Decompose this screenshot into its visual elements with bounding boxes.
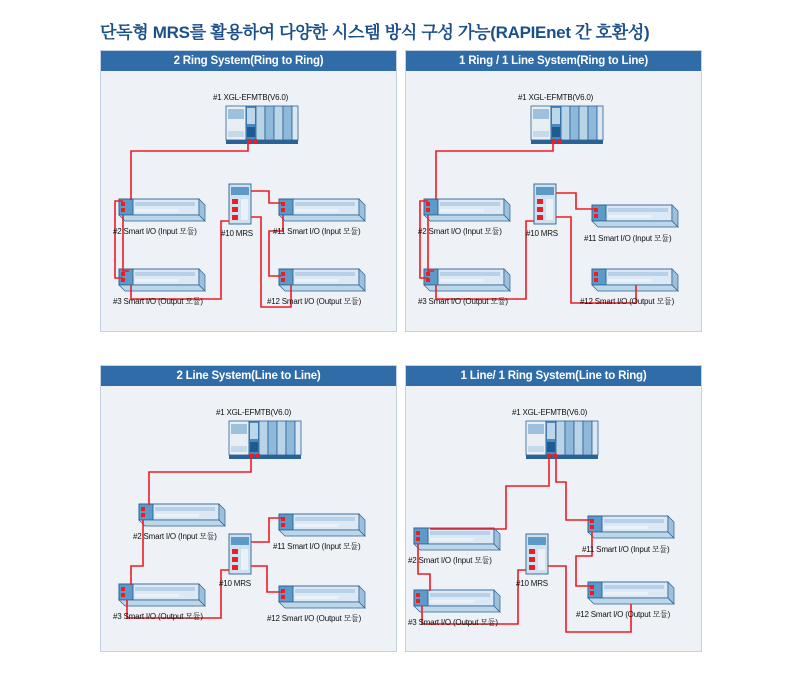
smart-io-2-device-icon	[139, 504, 225, 526]
smart-io-2-label: #2 Smart I/O (Input 모듈)	[113, 227, 197, 236]
smart-io-12-label: #12 Smart I/O (Output 모듈)	[267, 297, 362, 306]
smart-io-11-device-icon	[592, 205, 678, 227]
panel-body	[101, 386, 396, 651]
smart-io-11-device-icon	[588, 516, 674, 538]
mrs-device-icon	[229, 184, 251, 224]
panel-diagram-svg	[406, 71, 701, 329]
panel-body	[406, 386, 701, 651]
smart-io-12-label: #12 Smart I/O (Output 모듈)	[580, 297, 675, 306]
smart-io-11-label: #11 Smart I/O (Input 모듈)	[582, 545, 670, 554]
smart-io-12-label: #12 Smart I/O (Output 모듈)	[267, 614, 362, 623]
smart-io-2-device-icon	[424, 199, 510, 221]
panel-2-ring-system	[100, 50, 397, 332]
smart-io-3-label: #3 Smart I/O (Output 모듈)	[408, 618, 498, 627]
panel-body	[406, 71, 701, 331]
smart-io-12-device-icon	[279, 586, 365, 608]
mrs-label: #10 MRS	[219, 579, 251, 588]
panel-diagram-svg	[101, 71, 396, 329]
smart-io-11-label: #11 Smart I/O (Input 모듈)	[273, 227, 361, 236]
plc-label: #1 XGL-EFMTB(V6.0)	[518, 93, 594, 102]
mrs-device-icon	[526, 534, 548, 574]
smart-io-11-label: #11 Smart I/O (Input 모듈)	[273, 542, 361, 551]
panel-1ring-1line-system	[405, 50, 702, 332]
smart-io-3-device-icon	[414, 590, 500, 612]
smart-io-3-device-icon	[119, 269, 205, 291]
panel-header: 1 Line/ 1 Ring System(Line to Ring)	[406, 366, 701, 386]
smart-io-12-label: #12 Smart I/O (Output 모듈)	[576, 610, 671, 619]
cable-right-line	[251, 518, 281, 592]
mrs-label: #10 MRS	[516, 579, 548, 588]
smart-io-3-label: #3 Smart I/O (Output 모듈)	[113, 297, 203, 306]
plc-label: #1 XGL-EFMTB(V6.0)	[216, 408, 292, 417]
smart-io-2-device-icon	[414, 528, 500, 550]
plc-device-icon	[226, 106, 298, 144]
smart-io-12-device-icon	[592, 269, 678, 291]
panel-header: 2 Ring System(Ring to Ring)	[101, 51, 396, 71]
smart-io-3-label: #3 Smart I/O (Output 모듈)	[418, 297, 508, 306]
smart-io-11-device-icon	[279, 514, 365, 536]
panel-2-line-system	[100, 365, 397, 652]
panel-header: 2 Line System(Line to Line)	[101, 366, 396, 386]
panel-diagram-svg	[101, 386, 396, 649]
panel-1line-1ring-system	[405, 365, 702, 652]
plc-label: #1 XGL-EFMTB(V6.0)	[213, 93, 289, 102]
smart-io-2-label: #2 Smart I/O (Input 모듈)	[418, 227, 502, 236]
panel-body	[101, 71, 396, 331]
plc-device-icon	[531, 106, 603, 144]
smart-io-11-label: #11 Smart I/O (Input 모듈)	[584, 234, 672, 243]
smart-io-11-device-icon	[279, 199, 365, 221]
smart-io-3-label: #3 Smart I/O (Output 모듈)	[113, 612, 203, 621]
smart-io-12-device-icon	[588, 582, 674, 604]
smart-io-2-label: #2 Smart I/O (Input 모듈)	[408, 556, 492, 565]
panel-header: 1 Ring / 1 Line System(Ring to Line)	[406, 51, 701, 71]
plc-label: #1 XGL-EFMTB(V6.0)	[512, 408, 588, 417]
smart-io-3-device-icon	[424, 269, 510, 291]
page-title: 단독형 MRS를 활용하여 다양한 시스템 방식 구성 가능(RAPIEnet 간 호환성)	[100, 23, 650, 42]
smart-io-12-device-icon	[279, 269, 365, 291]
mrs-device-icon	[534, 184, 556, 224]
smart-io-2-device-icon	[119, 199, 205, 221]
mrs-label: #10 MRS	[526, 229, 558, 238]
mrs-label: #10 MRS	[221, 229, 253, 238]
smart-io-3-device-icon	[119, 584, 205, 606]
plc-device-icon	[229, 421, 301, 459]
smart-io-2-label: #2 Smart I/O (Input 모듈)	[133, 532, 217, 541]
mrs-device-icon	[229, 534, 251, 574]
plc-device-icon	[526, 421, 598, 459]
